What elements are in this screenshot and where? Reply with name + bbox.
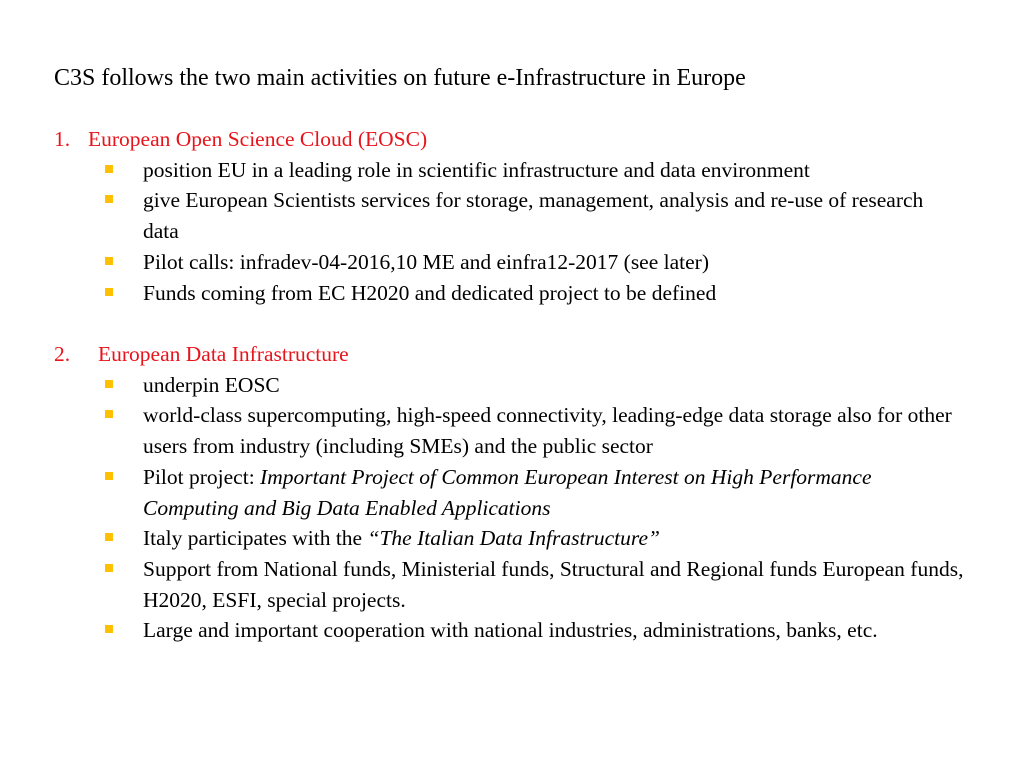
square-bullet-icon (105, 380, 113, 388)
section-number: 2. (54, 342, 71, 366)
list-item (54, 185, 964, 246)
section-title: European Data Infrastructure (98, 342, 349, 366)
square-bullet-icon (105, 257, 113, 265)
square-bullet-icon (105, 564, 113, 572)
list-item-text (143, 465, 872, 520)
list-item (54, 462, 964, 523)
list-item-text: underpin EOSC (143, 372, 280, 397)
list-item-text (143, 526, 660, 550)
list-item-prefix: Italy participates with the (143, 526, 368, 551)
list-item (54, 155, 964, 186)
list-item-text: world-class supercomputing, high-speed connectivity, leading-edge data storage also for other users from industry (including SMEs) and the public sector (143, 403, 952, 459)
list-item (54, 554, 964, 615)
list-item (54, 523, 964, 554)
section-data-infrastructure (54, 339, 964, 646)
section-title: European Open Science Cloud (EOSC) (88, 127, 428, 151)
list-item-emphasis: Important Project of Common European Interest on High Performance Computing and Big Data Enabled Applications (143, 464, 872, 520)
list-item-text: Funds coming from EC H2020 and dedicated project to be defined (143, 280, 717, 305)
bullet-list (54, 370, 964, 646)
list-item-text: Pilot calls: infradev-04-2016,10 ME and einfra12-2017 (see later) (143, 249, 709, 274)
section-number: 1. (54, 127, 71, 151)
square-bullet-icon (105, 165, 113, 173)
bullet-list (54, 155, 964, 309)
list-item-text: give European Scientists services for storage, management, analysis and re-use of research data (143, 188, 924, 244)
square-bullet-icon (105, 472, 113, 480)
square-bullet-icon (105, 625, 113, 633)
list-item-prefix: Pilot project: (143, 464, 261, 489)
square-bullet-icon (105, 195, 113, 203)
list-item (54, 370, 964, 401)
list-item (54, 247, 964, 278)
square-bullet-icon (105, 410, 113, 418)
square-bullet-icon (105, 533, 113, 541)
slide-title: C3S follows the two main activities on future e-Infrastructure in Europe (54, 65, 746, 91)
section-eosc (54, 124, 964, 308)
list-item-text: Support from National funds, Ministerial funds, Structural and Regional funds European funds, H2020, ESFI, special projects. (143, 556, 964, 612)
list-item (54, 400, 964, 461)
list-item-text: Large and important cooperation with national industries, administrations, banks, etc. (143, 618, 878, 643)
list-item-text: position EU in a leading role in scientific infrastructure and data environment (143, 157, 810, 182)
section-heading (54, 339, 964, 370)
list-item (54, 278, 964, 309)
section-heading (54, 124, 964, 155)
square-bullet-icon (105, 288, 113, 296)
list-item-emphasis: “The Italian Data Infrastructure” (367, 526, 660, 551)
list-item (54, 615, 964, 646)
